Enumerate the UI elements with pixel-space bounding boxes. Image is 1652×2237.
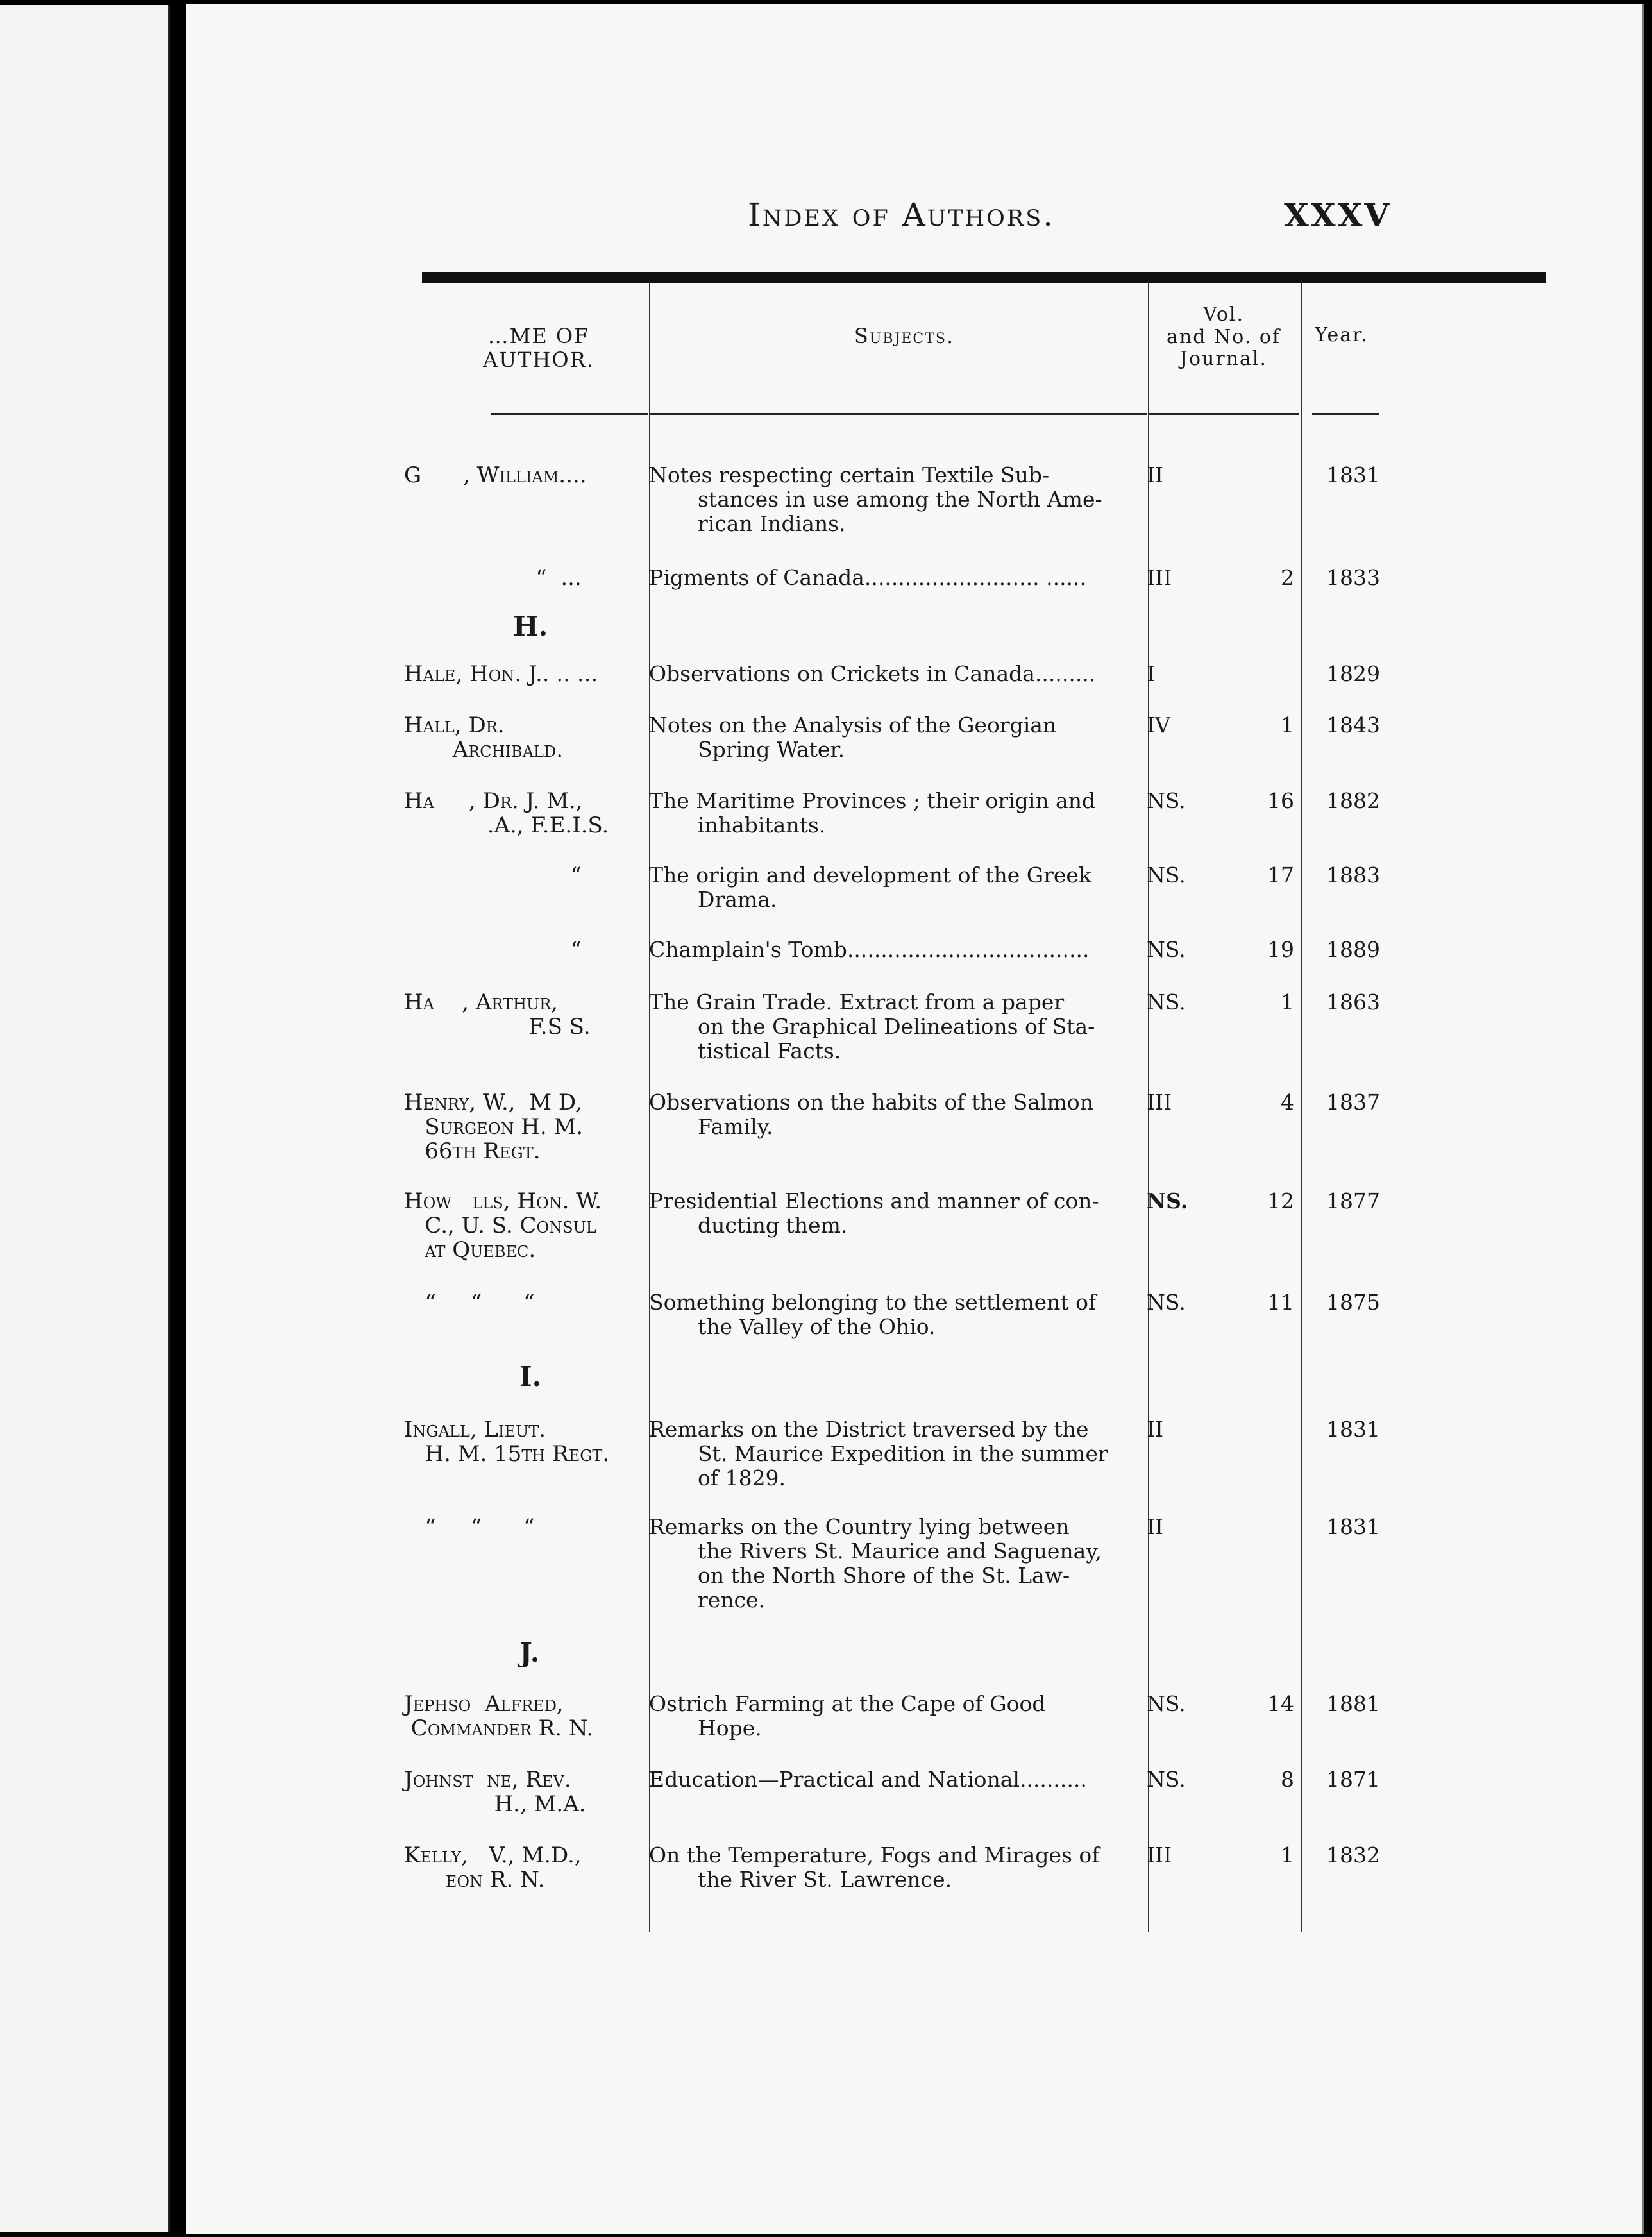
entry-subject-line: Champlain's Tomb.................................... — [649, 937, 1090, 962]
entry-author-line: Kelly, V., M.D., — [404, 1843, 582, 1868]
entry-subject-line: Presidential Elections and manner of con- — [649, 1188, 1099, 1213]
entry-year: 1871 — [1326, 1767, 1380, 1792]
entry-author — [404, 990, 648, 1039]
header-rule — [422, 272, 1546, 283]
entry-volume: I — [1147, 661, 1156, 686]
column-header-vol — [1148, 304, 1299, 371]
entry-subject-line: inhabitants. — [698, 813, 826, 838]
entry-year: 1837 — [1326, 1090, 1380, 1115]
entry-journal-number: 1 — [1281, 713, 1294, 738]
entry-author-line: at Quebec. — [404, 1237, 536, 1263]
entry-author-line: C., U. S. Consul — [404, 1213, 596, 1238]
entry-subject-line: of 1829. — [698, 1465, 786, 1490]
entry-subject-line: on the Graphical Delineations of Sta- — [698, 1014, 1095, 1039]
entry-subject — [649, 1768, 1142, 1792]
entry-author — [404, 463, 648, 487]
entry-subject — [649, 1417, 1142, 1490]
entry-subject-line: The origin and development of the Greek — [649, 863, 1092, 888]
entry-author — [404, 1189, 648, 1262]
entry-subject — [649, 566, 1142, 590]
entry-subject-line: Hope. — [698, 1716, 762, 1741]
entry-subject — [649, 463, 1142, 536]
entry-author-line: “ “ “ — [404, 1290, 535, 1315]
entry-journal-number: 2 — [1281, 565, 1294, 590]
entry-volume: NS. — [1147, 937, 1186, 962]
entry-volume: III — [1147, 1843, 1172, 1868]
entry-subject-line: Remarks on the Country lying between — [649, 1514, 1070, 1539]
entry-year: 1843 — [1326, 713, 1380, 738]
entry-subject-line: Observations on Crickets in Canada......... — [649, 661, 1096, 686]
entry-subject-line: Spring Water. — [698, 737, 845, 762]
vol-header-line2: and No. of — [1167, 325, 1281, 348]
entry-author-line: “ — [404, 863, 582, 888]
entry-journal-number: 19 — [1267, 937, 1294, 962]
entry-journal-number: 1 — [1281, 1843, 1294, 1868]
entry-author-line: How lls, Hon. W. — [404, 1188, 602, 1214]
entry-journal-number: 17 — [1267, 863, 1294, 888]
entry-author — [404, 1417, 648, 1466]
entry-volume: NS. — [1147, 863, 1186, 888]
entry-author-line: “ ... — [404, 565, 582, 591]
entry-author-line: eon R. N. — [404, 1867, 545, 1893]
entry-author-line: Henry, W., M D, — [404, 1090, 582, 1115]
entry-volume: III — [1147, 565, 1172, 590]
entry-subject-line: ducting them. — [698, 1213, 848, 1238]
facing-page-edge — [0, 5, 170, 2232]
entry-journal-number: 4 — [1281, 1090, 1294, 1115]
entry-journal-number: 12 — [1267, 1188, 1294, 1213]
entry-author-line: Surgeon H. M. — [404, 1114, 584, 1140]
entry-author-line: Archibald. — [404, 737, 564, 763]
entry-subject — [649, 713, 1142, 762]
entry-subject — [649, 863, 1142, 912]
entry-subject-line: Remarks on the District traversed by the — [649, 1417, 1089, 1442]
entry-year: 1889 — [1326, 937, 1380, 962]
entry-year: 1831 — [1326, 1417, 1380, 1442]
header-underline-vol — [1149, 413, 1299, 415]
entry-journal-number: 14 — [1267, 1691, 1294, 1716]
document-page — [186, 4, 1644, 2234]
entry-year: 1831 — [1326, 462, 1380, 487]
column-divider-vol — [1301, 283, 1302, 1932]
entry-subject-line: On the Temperature, Fogs and Mirages of — [649, 1843, 1100, 1868]
entry-subject-line: Something belonging to the settlement of — [649, 1290, 1097, 1315]
column-header-year: Year. — [1315, 324, 1369, 346]
page-number: XXXV — [1284, 196, 1392, 234]
header-underline-year — [1312, 413, 1379, 415]
entry-author-line: Johnst ne, Rev. — [404, 1767, 571, 1793]
entry-subject-line: on the North Shore of the St. Law- — [698, 1563, 1070, 1588]
entry-volume: II — [1147, 462, 1164, 487]
entry-subject-line: Education—Practical and National.......... — [649, 1767, 1087, 1792]
entry-author — [404, 1090, 648, 1163]
entry-year: 1883 — [1326, 863, 1380, 888]
column-header-author: …ME OF AUTHOR. — [483, 324, 594, 372]
entry-author — [404, 1768, 648, 1816]
entry-journal-number: 11 — [1267, 1290, 1294, 1315]
entry-journal-number: 8 — [1281, 1767, 1294, 1792]
entry-author — [404, 938, 648, 962]
entry-year: 1882 — [1326, 788, 1380, 813]
section-letter-h: H. — [513, 611, 548, 642]
entry-subject-line: The Maritime Provinces ; their origin and — [649, 788, 1096, 813]
entry-author-line: Commander R. N. — [404, 1716, 594, 1741]
entry-author — [404, 566, 648, 590]
entry-subject — [649, 662, 1142, 686]
entry-author — [404, 1290, 648, 1315]
entry-subject-line: Drama. — [698, 887, 777, 912]
entry-volume: NS. — [1147, 990, 1186, 1015]
entry-author-line: G , William.... — [404, 462, 587, 488]
entry-author — [404, 789, 648, 838]
entry-author-line: Ingall, Lieut. — [404, 1417, 546, 1442]
entry-author-line: Ha , Arthur, — [404, 990, 559, 1015]
section-letter-i: I. — [519, 1361, 542, 1392]
entry-subject-line: the Rivers St. Maurice and Saguenay, — [698, 1539, 1102, 1564]
entry-volume: II — [1147, 1514, 1164, 1539]
entry-subject-line: Family. — [698, 1114, 773, 1139]
entry-subject — [649, 1692, 1142, 1741]
entry-journal-number: 16 — [1267, 788, 1294, 813]
entry-volume: NS. — [1147, 1691, 1186, 1716]
running-header-title: Index of Authors. — [748, 196, 1056, 233]
header-underline-subjects — [650, 413, 1147, 415]
entry-subject-line: St. Maurice Expedition in the summer — [698, 1441, 1108, 1466]
vol-header-line3: Journal. — [1179, 348, 1268, 370]
entry-author — [404, 863, 648, 888]
entry-volume: NS. — [1147, 1188, 1188, 1213]
column-header-subjects: Subjects. — [854, 324, 955, 348]
entry-author — [404, 1843, 648, 1892]
entry-year: 1833 — [1326, 565, 1380, 590]
entry-subject-line: Pigments of Canada.......................... ...... — [649, 565, 1087, 590]
entry-author-line: Ha , Dr. J. M., — [404, 788, 583, 814]
entry-author-line: .A., F.E.I.S. — [404, 813, 609, 838]
entry-subject — [649, 990, 1142, 1063]
entry-year: 1863 — [1326, 990, 1380, 1015]
entry-subject — [649, 1189, 1142, 1238]
entry-subject — [649, 1090, 1142, 1139]
entry-volume: IV — [1147, 713, 1170, 738]
entry-subject — [649, 1843, 1142, 1892]
entry-volume: III — [1147, 1090, 1172, 1115]
entry-year: 1832 — [1326, 1843, 1380, 1868]
entry-author — [404, 713, 648, 762]
entry-author-line: Hale, Hon. J.. .. ... — [404, 661, 598, 687]
entry-year: 1829 — [1326, 661, 1380, 686]
entry-author-line: 66th Regt. — [404, 1138, 541, 1164]
entry-subject-line: the River St. Lawrence. — [698, 1867, 952, 1892]
entry-subject-line: rican Indians. — [698, 511, 846, 536]
entry-subject — [649, 1515, 1142, 1612]
entry-year: 1875 — [1326, 1290, 1380, 1315]
entry-volume: II — [1147, 1417, 1164, 1442]
entry-volume: NS. — [1147, 788, 1186, 813]
entry-author — [404, 662, 648, 686]
entry-subject-line: The Grain Trade. Extract from a paper — [649, 990, 1065, 1015]
entry-year: 1881 — [1326, 1691, 1380, 1716]
entry-author — [404, 1515, 648, 1539]
entry-subject-line: Notes on the Analysis of the Georgian — [649, 713, 1057, 738]
entry-subject-line: the Valley of the Ohio. — [698, 1314, 936, 1339]
entry-volume: NS. — [1147, 1290, 1186, 1315]
entry-author-line: H., M.A. — [404, 1791, 586, 1817]
entry-author-line: H. M. 15th Regt. — [404, 1441, 610, 1467]
entry-author-line: Jephso Alfred, — [404, 1691, 564, 1717]
entry-year: 1877 — [1326, 1188, 1380, 1213]
entry-subject-line: rence. — [698, 1587, 766, 1612]
entry-subject — [649, 789, 1142, 838]
header-underline-author — [491, 413, 648, 415]
entry-author-line: F.S S. — [404, 1014, 591, 1040]
entry-subject-line: Notes respecting certain Textile Sub- — [649, 462, 1050, 487]
entry-author-line: “ “ “ — [404, 1514, 535, 1540]
section-letter-j: J. — [519, 1637, 540, 1668]
entry-subject-line: Observations on the habits of the Salmon — [649, 1090, 1093, 1115]
entry-subject-line: Ostrich Farming at the Cape of Good — [649, 1691, 1046, 1716]
entry-journal-number: 1 — [1281, 990, 1294, 1015]
entry-year: 1831 — [1326, 1514, 1380, 1539]
entry-author-line: “ — [404, 937, 582, 963]
entry-subject-line: tistical Facts. — [698, 1038, 841, 1063]
entry-subject-line: stances in use among the North Ame- — [698, 487, 1102, 512]
entry-author — [404, 1692, 648, 1741]
entry-subject — [649, 938, 1142, 962]
entry-subject — [649, 1290, 1142, 1339]
entry-volume: NS. — [1147, 1767, 1186, 1792]
entry-author-line: Hall, Dr. — [404, 713, 505, 738]
vol-header-line1: Vol. — [1202, 303, 1245, 326]
